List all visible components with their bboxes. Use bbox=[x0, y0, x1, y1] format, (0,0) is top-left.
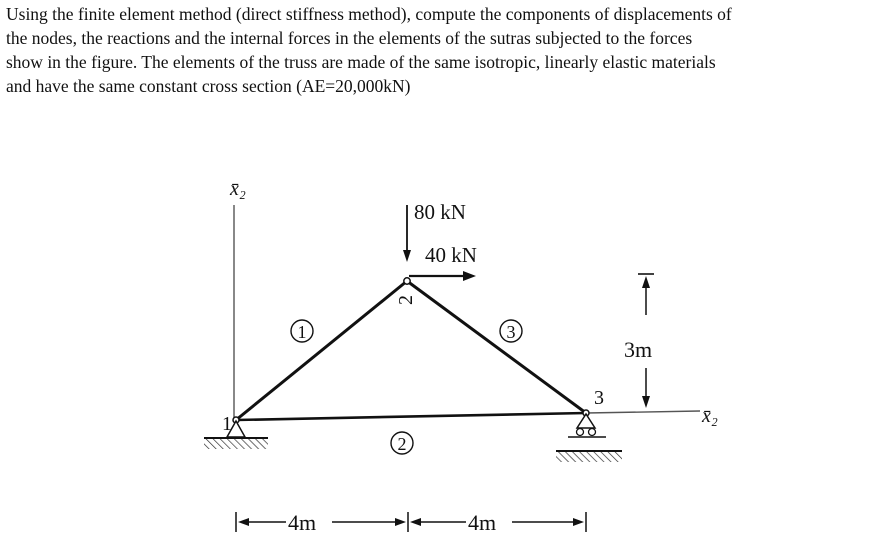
node-2-joint bbox=[404, 278, 410, 284]
span-right-label: 4m bbox=[468, 510, 497, 535]
problem-line-2: the nodes, the reactions and the internal forces in the elements of the sutras subjected to the forces bbox=[6, 28, 693, 48]
roller-support-node-3 bbox=[556, 414, 622, 462]
element-2-marker bbox=[391, 432, 413, 454]
pin-support-node-1 bbox=[204, 421, 268, 449]
height-dimension-label: 3m bbox=[624, 337, 653, 362]
horizontal-load-arrow bbox=[409, 271, 476, 281]
node-2-label: 2 bbox=[395, 295, 417, 305]
horizontal-axis-line bbox=[586, 411, 700, 413]
element-2-label: 2 bbox=[397, 434, 407, 454]
vertical-axis-label: x̄₂ bbox=[230, 178, 246, 200]
horizontal-axis-label: x̄₂ bbox=[702, 405, 718, 427]
element-1-marker bbox=[291, 320, 313, 342]
element-1-bar bbox=[236, 281, 407, 420]
vertical-load-label: 80 kN bbox=[414, 200, 466, 224]
element-1-label: 1 bbox=[297, 322, 307, 342]
span-left-label: 4m bbox=[288, 510, 317, 535]
element-2-bar bbox=[236, 413, 586, 420]
horizontal-load-label: 40 kN bbox=[425, 243, 477, 267]
vertical-load-arrow bbox=[403, 205, 411, 262]
problem-line-1: Using the finite element method (direct stiffness method), compute the components of displacements of bbox=[6, 4, 732, 24]
node-3-label: 3 bbox=[594, 387, 604, 409]
element-3-bar bbox=[407, 281, 586, 413]
element-3-marker bbox=[500, 320, 522, 342]
element-3-label: 3 bbox=[506, 322, 516, 342]
problem-line-4: and have the same constant cross section (AE=20,000kN) bbox=[6, 76, 411, 96]
node-1-label: 1 bbox=[222, 413, 232, 435]
problem-line-3: show in the figure. The elements of the truss are made of the same isotropic, linearly elastic materials bbox=[6, 52, 716, 72]
